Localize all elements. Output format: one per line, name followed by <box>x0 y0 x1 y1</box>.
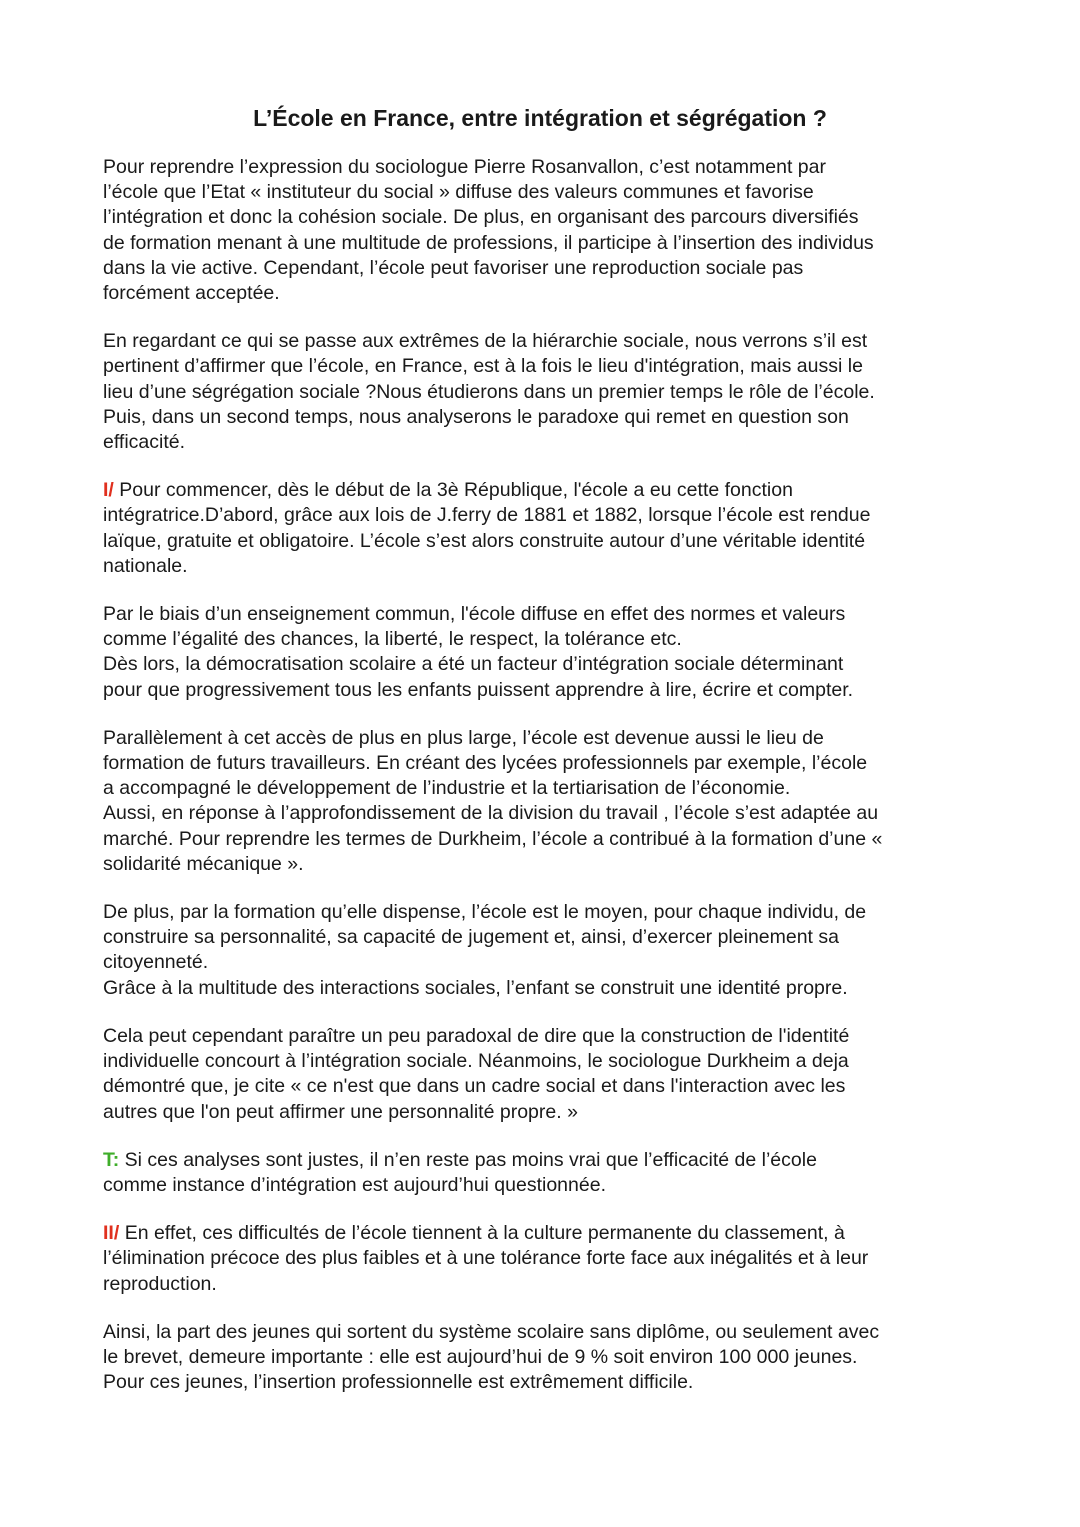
line-text: forcément acceptée. <box>103 282 280 305</box>
text-line <box>103 478 993 503</box>
line-text: l’élimination précoce des plus faibles et à une tolérance forte face aux inégalités et à leur <box>103 1247 869 1270</box>
text-line <box>103 155 993 180</box>
paragraph <box>103 329 993 455</box>
line-text: Si ces analyses sont justes, il n’en reste pas moins vrai que l’efficacité de l’école <box>124 1148 817 1171</box>
line-text: individuelle concourt à l’intégration sociale. Néanmoins, le sociologue Durkheim a deja <box>103 1050 849 1073</box>
line-text: Pour ces jeunes, l’insertion professionnelle est extrêmement difficile. <box>103 1371 694 1394</box>
text-line <box>103 1049 993 1074</box>
line-text: Ainsi, la part des jeunes qui sortent du système scolaire sans diplôme, ou seulement avec <box>103 1320 880 1343</box>
text-line <box>103 205 993 230</box>
text-line <box>103 281 993 306</box>
section-marker: T: <box>103 1148 120 1171</box>
text-line <box>103 1272 993 1297</box>
line-text: marché. Pour reprendre les termes de Durkheim, l’école a contribué à la formation d’une « <box>103 827 883 850</box>
text-line <box>103 1074 993 1099</box>
paragraph <box>103 1148 993 1198</box>
text-line <box>103 925 993 950</box>
text-line <box>103 827 993 852</box>
text-line <box>103 405 993 430</box>
section-marker: I/ <box>103 479 114 502</box>
text-line <box>103 503 993 528</box>
line-text: le brevet, demeure importante : elle est aujourd’hui de 9 % soit environ 100 000 jeunes. <box>103 1345 858 1368</box>
line-text: lieu d’une ségrégation sociale ?Nous étudierons dans un premier temps le rôle de l’école. <box>103 380 875 403</box>
line-text: nationale. <box>103 554 188 577</box>
line-text: l’intégration et donc la cohésion sociale. De plus, en organisant des parcours diversifiés <box>103 206 859 229</box>
text-line <box>103 354 993 379</box>
line-text: Parallèlement à cet accès de plus en plus large, l’école est devenue aussi le lieu de <box>103 726 824 749</box>
text-line <box>103 1148 993 1173</box>
paragraph <box>103 1221 993 1297</box>
line-text: comme instance d’intégration est aujourd’hui questionnée. <box>103 1173 606 1196</box>
paragraph <box>103 900 993 1001</box>
text-line <box>103 329 993 354</box>
line-text: autres que l'on peut affirmer une personnalité propre. » <box>103 1100 578 1123</box>
text-line <box>103 1024 993 1049</box>
text-line <box>103 627 993 652</box>
line-text: En regardant ce qui se passe aux extrêmes de la hiérarchie sociale, nous verrons s’il est <box>103 330 868 353</box>
line-text: solidarité mécanique ». <box>103 852 304 875</box>
line-text: comme l’égalité des chances, la liberté, le respect, la tolérance etc. <box>103 628 682 651</box>
paragraph <box>103 1024 993 1125</box>
line-text: Pour reprendre l’expression du sociologue Pierre Rosanvallon, c’est notamment par <box>103 156 826 178</box>
text-line <box>103 1320 993 1345</box>
line-text: a accompagné le développement de l’industrie et la tertiarisation de l’économie. <box>103 777 791 800</box>
line-text: Puis, dans un second temps, nous analyserons le paradoxe qui remet en question son <box>103 405 849 428</box>
line-text: pour que progressivement tous les enfants puissent apprendre à lire, écrire et compter. <box>103 678 854 701</box>
text-line <box>103 231 993 256</box>
line-text: efficacité. <box>103 431 186 454</box>
text-line <box>103 554 993 579</box>
text-line <box>103 602 993 627</box>
text-line <box>103 652 993 677</box>
text-line <box>103 950 993 975</box>
text-line <box>103 529 993 554</box>
line-text: Par le biais d’un enseignement commun, l'école diffuse en effet des normes et valeurs <box>103 603 846 626</box>
text-line <box>103 678 993 703</box>
line-text: pertinent d’affirmer que l’école, en France, est à la fois le lieu d'intégration, mais aussi le <box>103 355 863 378</box>
text-line <box>103 852 993 877</box>
line-text: construire sa personnalité, sa capacité de jugement et, ainsi, d’exercer pleinement sa <box>103 926 839 949</box>
text-line <box>103 801 993 826</box>
line-text: Dès lors, la démocratisation scolaire a été un facteur d’intégration sociale déterminant <box>103 653 844 676</box>
text-line <box>103 1100 993 1125</box>
line-text: Grâce à la multitude des interactions sociales, l’enfant se construit une identité propre. <box>103 976 848 999</box>
line-text: reproduction. <box>103 1272 217 1295</box>
document-body <box>103 155 993 1418</box>
line-text: intégratrice.D’abord, grâce aux lois de J.ferry de 1881 et 1882, lorsque l’école est rendue <box>103 504 871 527</box>
line-text: formation de futurs travailleurs. En créant des lycées professionnels par exemple, l’école <box>103 752 868 775</box>
text-line <box>103 1221 993 1246</box>
line-text: Aussi, en réponse à l’approfondissement de la division du travail , l’école s’est adaptée au <box>103 802 879 825</box>
line-text: En effet, ces difficultés de l’école tiennent à la culture permanente du classement, à <box>124 1222 845 1245</box>
text-line <box>103 180 993 205</box>
text-line <box>103 900 993 925</box>
text-line <box>103 1345 993 1370</box>
paragraph <box>103 602 993 703</box>
line-text: citoyenneté. <box>103 951 209 974</box>
document-title: L’École en France, entre intégration et ségrégation ? <box>253 105 827 131</box>
section-marker: II/ <box>103 1222 120 1245</box>
line-text: Cela peut cependant paraître un peu paradoxal de dire que la construction de l'identité <box>103 1024 850 1047</box>
text-line <box>103 1173 993 1198</box>
line-text: dans la vie active. Cependant, l’école peut favoriser une reproduction sociale pas <box>103 256 804 279</box>
text-line <box>103 726 993 751</box>
line-text: De plus, par la formation qu’elle dispense, l’école est le moyen, pour chaque individu, de <box>103 901 867 924</box>
text-line <box>103 1370 993 1395</box>
text-line <box>103 776 993 801</box>
paragraph <box>103 726 993 877</box>
line-text: laïque, gratuite et obligatoire. L’école s’est alors construite autour d’une véritable identité <box>103 529 866 552</box>
paragraph <box>103 478 993 579</box>
text-line <box>103 256 993 281</box>
text-line <box>103 380 993 405</box>
line-text: Pour commencer, dès le début de la 3è République, l'école a eu cette fonction <box>119 479 793 502</box>
paragraph <box>103 155 993 306</box>
text-line <box>103 751 993 776</box>
line-text: démontré que, je cite « ce n'est que dans un cadre social et dans l'interaction avec les <box>103 1075 846 1098</box>
text-line <box>103 1246 993 1271</box>
line-text: de formation menant à une multitude de professions, il participe à l’insertion des individus <box>103 231 874 254</box>
text-line <box>103 976 993 1001</box>
line-text: l’école que l’Etat « instituteur du social » diffuse des valeurs communes et favorise <box>103 181 814 204</box>
paragraph <box>103 1320 993 1396</box>
text-line <box>103 430 993 455</box>
